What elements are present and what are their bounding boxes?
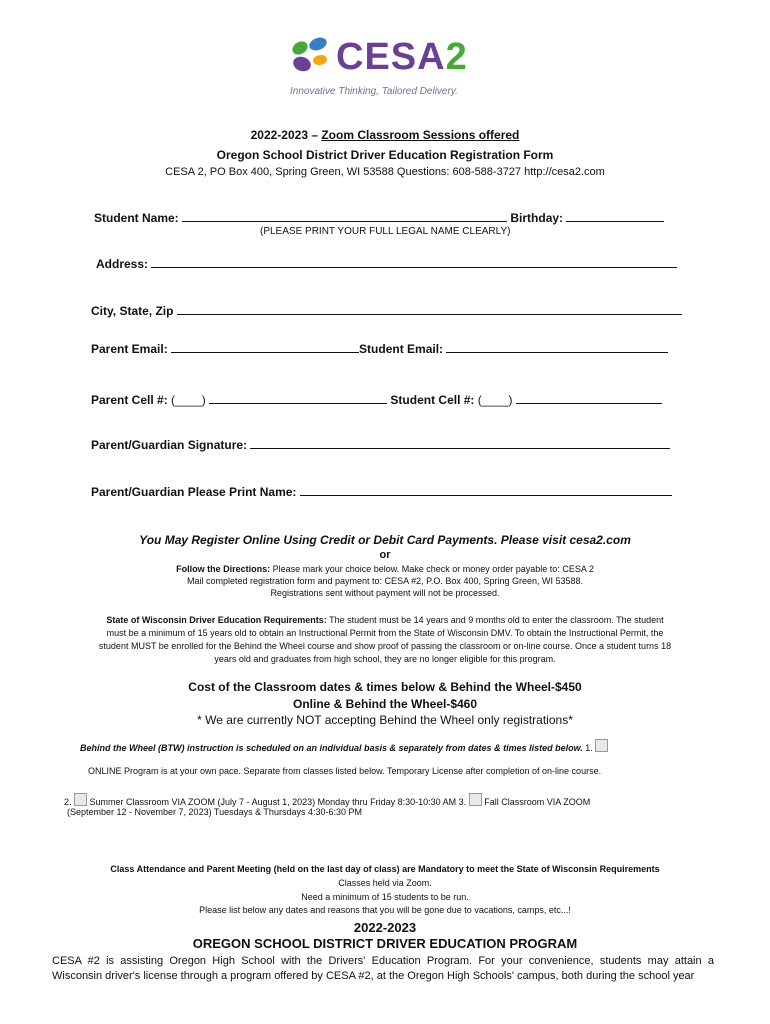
cost-line-1: Cost of the Classroom dates & times below & Behind the Wheel-$450	[188, 680, 582, 694]
no-payment-line: Registrations sent without payment will not be processed.	[270, 588, 500, 598]
student-email-field[interactable]	[446, 341, 668, 353]
signature-label: Parent/Guardian Signature:	[91, 438, 248, 452]
program-year: 2022-2023	[353, 920, 417, 935]
logo-petals-icon	[288, 34, 338, 82]
online-checkbox[interactable]	[595, 739, 608, 752]
form-title: 2022-2023 – Zoom Classroom Sessions offered	[250, 128, 520, 142]
attendance-line-3: Need a minimum of 15 students to be run.	[301, 892, 469, 902]
program-paragraph: CESA #2 is assisting Oregon High School with the Drivers' Education Program. For your convenience, students may attain a Wisconsin driver's license through a program offered by CESA #2, at the Oregon High Schools' campus, both during the school year	[52, 955, 714, 982]
city-field[interactable]	[177, 303, 682, 315]
signature-field[interactable]	[250, 437, 670, 449]
cell-row	[91, 392, 662, 407]
address-field[interactable]	[151, 256, 677, 268]
contact-line: CESA 2, PO Box 400, Spring Green, WI 53588 Questions: 608-588-3727 http://cesa2.com	[165, 166, 605, 178]
city-label: City, State, Zip	[91, 304, 174, 318]
signature-row	[91, 437, 670, 452]
online-payment-note: You May Register Online Using Credit or Debit Card Payments. Please visit cesa2.com	[139, 533, 631, 547]
parent-area-code: (____)	[171, 393, 206, 407]
fall-dates: (September 12 - November 7, 2023) Tuesdays & Thursdays 4:30-6:30 PM	[67, 807, 362, 817]
logo-tagline: Innovative Thinking, Tailored Delivery.	[290, 86, 458, 97]
parent-cell-field[interactable]	[209, 392, 387, 404]
fall-checkbox[interactable]	[469, 793, 482, 806]
parent-cell-label: Parent Cell #:	[91, 393, 168, 407]
cost-line-2: Online & Behind the Wheel-$460	[292, 697, 478, 711]
parent-email-label: Parent Email:	[91, 342, 168, 356]
parent-email-field[interactable]	[171, 341, 359, 353]
address-row	[96, 256, 677, 271]
logo-wordmark: CESA2	[336, 36, 468, 78]
birthday-label: Birthday:	[510, 211, 564, 225]
address-label: Address:	[96, 257, 149, 271]
directions-line: Follow the Directions: Please mark your choice below. Make check or money order payable to: CESA 2	[176, 564, 594, 574]
print-name-row	[91, 484, 672, 499]
attendance-line-2: Classes held via Zoom.	[338, 878, 432, 888]
student-email-label: Student Email:	[359, 342, 444, 356]
student-name-row	[94, 210, 664, 225]
attendance-line-4: Please list below any dates and reasons that you will be gone due to vacations, camps, etc...!	[199, 905, 571, 915]
requirements-block: State of Wisconsin Driver Education Requirements: The student must be 14 years and 9 months old to enter the classroom. The student must be a minimum of 15 years old to obtain an Instructional Permit from the State of Wisconsin DMV. To obtain the Instructional Permit, the student MUST be enrolled for the Behind the Wheel course and show proof of passing the classroom or on-line course. Once a student turns 18 years old and graduates from high school, they are no longer eligible for this program.	[98, 615, 672, 664]
print-name-note: (PLEASE PRINT YOUR FULL LEGAL NAME CLEARLY)	[260, 226, 511, 237]
city-row	[91, 303, 682, 318]
btw-option: Behind the Wheel (BTW) instruction is scheduled on an individual basis & separately from dates & times listed below. 1.	[80, 739, 608, 753]
cesa2-logo	[288, 34, 498, 100]
program-title: OREGON SCHOOL DISTRICT DRIVER EDUCATION PROGRAM	[192, 936, 578, 951]
summer-checkbox[interactable]	[74, 793, 87, 806]
print-name-label: Parent/Guardian Please Print Name:	[91, 485, 297, 499]
student-cell-field[interactable]	[516, 392, 662, 404]
online-option: ONLINE Program is at your own pace. Separate from classes listed below. Temporary License after completion of on-line course.	[88, 766, 602, 776]
print-name-field[interactable]	[300, 484, 672, 496]
mail-line: Mail completed registration form and payment to: CESA #2, P.O. Box 400, Spring Green, WI 53588.	[186, 576, 584, 586]
attendance-line-1: Class Attendance and Parent Meeting (held on the last day of class) are Mandatory to meet the State of Wisconsin Requirements	[110, 864, 660, 874]
cost-line-3: * We are currently NOT accepting Behind the Wheel only registrations*	[197, 713, 573, 727]
student-name-label: Student Name:	[94, 211, 179, 225]
summer-option: 2. Summer Classroom VIA ZOOM (July 7 - August 1, 2023) Monday thru Friday 8:30-10:30 AM 3. Fall Classroom VIA ZOOM	[64, 793, 590, 807]
student-area-code: (____)	[477, 393, 513, 407]
birthday-field[interactable]	[566, 210, 664, 222]
student-cell-label: Student Cell #:	[390, 393, 475, 407]
or-text: or	[379, 549, 391, 561]
email-row	[91, 341, 668, 356]
form-subtitle: Oregon School District Driver Education Registration Form	[216, 148, 554, 162]
student-name-field[interactable]	[182, 210, 507, 222]
